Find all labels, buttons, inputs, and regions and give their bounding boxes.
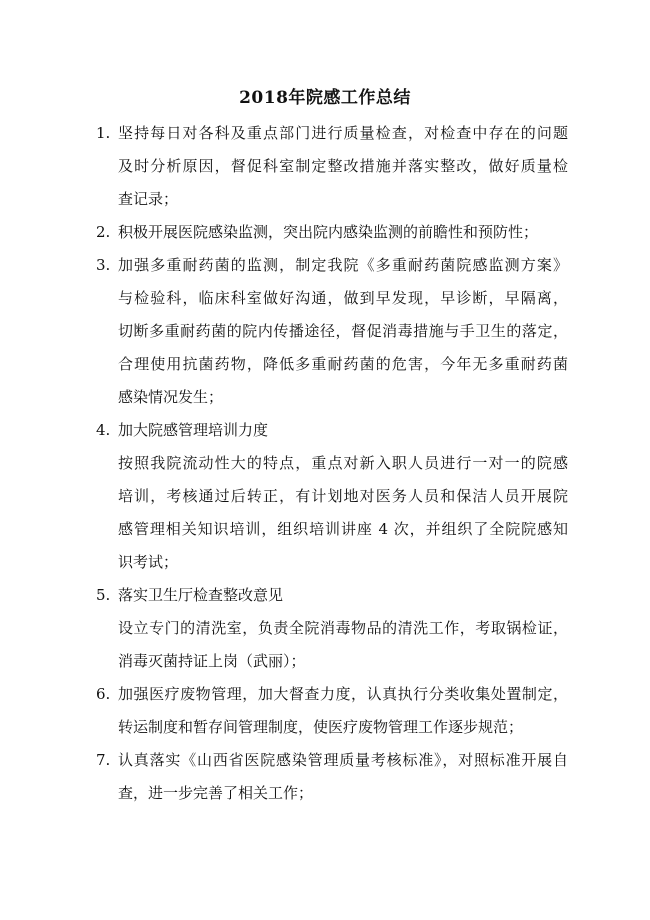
- item-text-line: 加强医疗废物管理，加大督查力度，认真执行分类收集处置制定，: [118, 685, 568, 703]
- item-text-line: 切断多重耐药菌的院内传播途径，督促消毒措施与手卫生的落定，: [118, 322, 568, 340]
- item-text-line: 感管理相关知识培训，组织培训讲座 4 次，并组织了全院院感知: [118, 520, 568, 538]
- item-heading: 落实卫生厅检查整改意见: [118, 586, 284, 604]
- item-text-line: 加强多重耐药菌的监测，制定我院《多重耐药菌院感监测方案》: [118, 256, 568, 274]
- item-number: 4.: [96, 421, 111, 439]
- list-item: [96, 678, 568, 744]
- item-text-line: 查记录；: [118, 190, 179, 208]
- list-item: [96, 579, 568, 678]
- list-item: [96, 249, 568, 414]
- item-text-line: 及时分析原因，督促科室制定整改措施并落实整改，做好质量检: [118, 157, 568, 175]
- item-text-line: 设立专门的清洗室，负责全院消毒物品的清洗工作，考取锅检证，: [118, 619, 568, 637]
- item-number: 1.: [96, 124, 111, 142]
- item-text-line: 识考试；: [118, 553, 179, 571]
- item-number: 5.: [96, 586, 111, 604]
- item-text-line: 合理使用抗菌药物，降低多重耐药菌的危害，今年无多重耐药菌: [118, 355, 568, 373]
- item-text-line: 与检验科，临床科室做好沟通，做到早发现，早诊断，早隔离，: [118, 289, 568, 307]
- summary-list: [96, 117, 568, 810]
- list-item: [96, 414, 568, 579]
- item-number: 6.: [96, 685, 111, 703]
- document-title: 2018年院感工作总结: [239, 88, 411, 108]
- item-text-line: 感染情况发生；: [118, 388, 224, 406]
- item-number: 7.: [96, 751, 111, 769]
- item-text-line: 查，进一步完善了相关工作；: [118, 784, 314, 802]
- list-item: [96, 744, 568, 810]
- item-text-line: 积极开展医院感染监测，突出院内感染监测的前瞻性和预防性；: [118, 223, 539, 241]
- list-item: [96, 117, 568, 216]
- item-text-line: 按照我院流动性大的特点，重点对新入职人员进行一对一的院感: [118, 454, 568, 472]
- item-text-line: 消毒灭菌持证上岗（武丽）；: [118, 652, 306, 670]
- item-heading: 加大院感管理培训力度: [118, 421, 269, 439]
- item-text-line: 转运制度和暂存间管理制度，使医疗废物管理工作逐步规范；: [118, 718, 524, 736]
- item-number: 2.: [96, 223, 111, 241]
- list-item: [96, 216, 568, 249]
- item-number: 3.: [96, 256, 111, 274]
- item-text-line: 认真落实《山西省医院感染管理质量考核标准》，对照标准开展自: [118, 751, 568, 769]
- item-text-line: 坚持每日对各科及重点部门进行质量检查，对检查中存在的问题: [118, 124, 568, 142]
- item-text-line: 培训，考核通过后转正，有计划地对医务人员和保洁人员开展院: [118, 487, 568, 505]
